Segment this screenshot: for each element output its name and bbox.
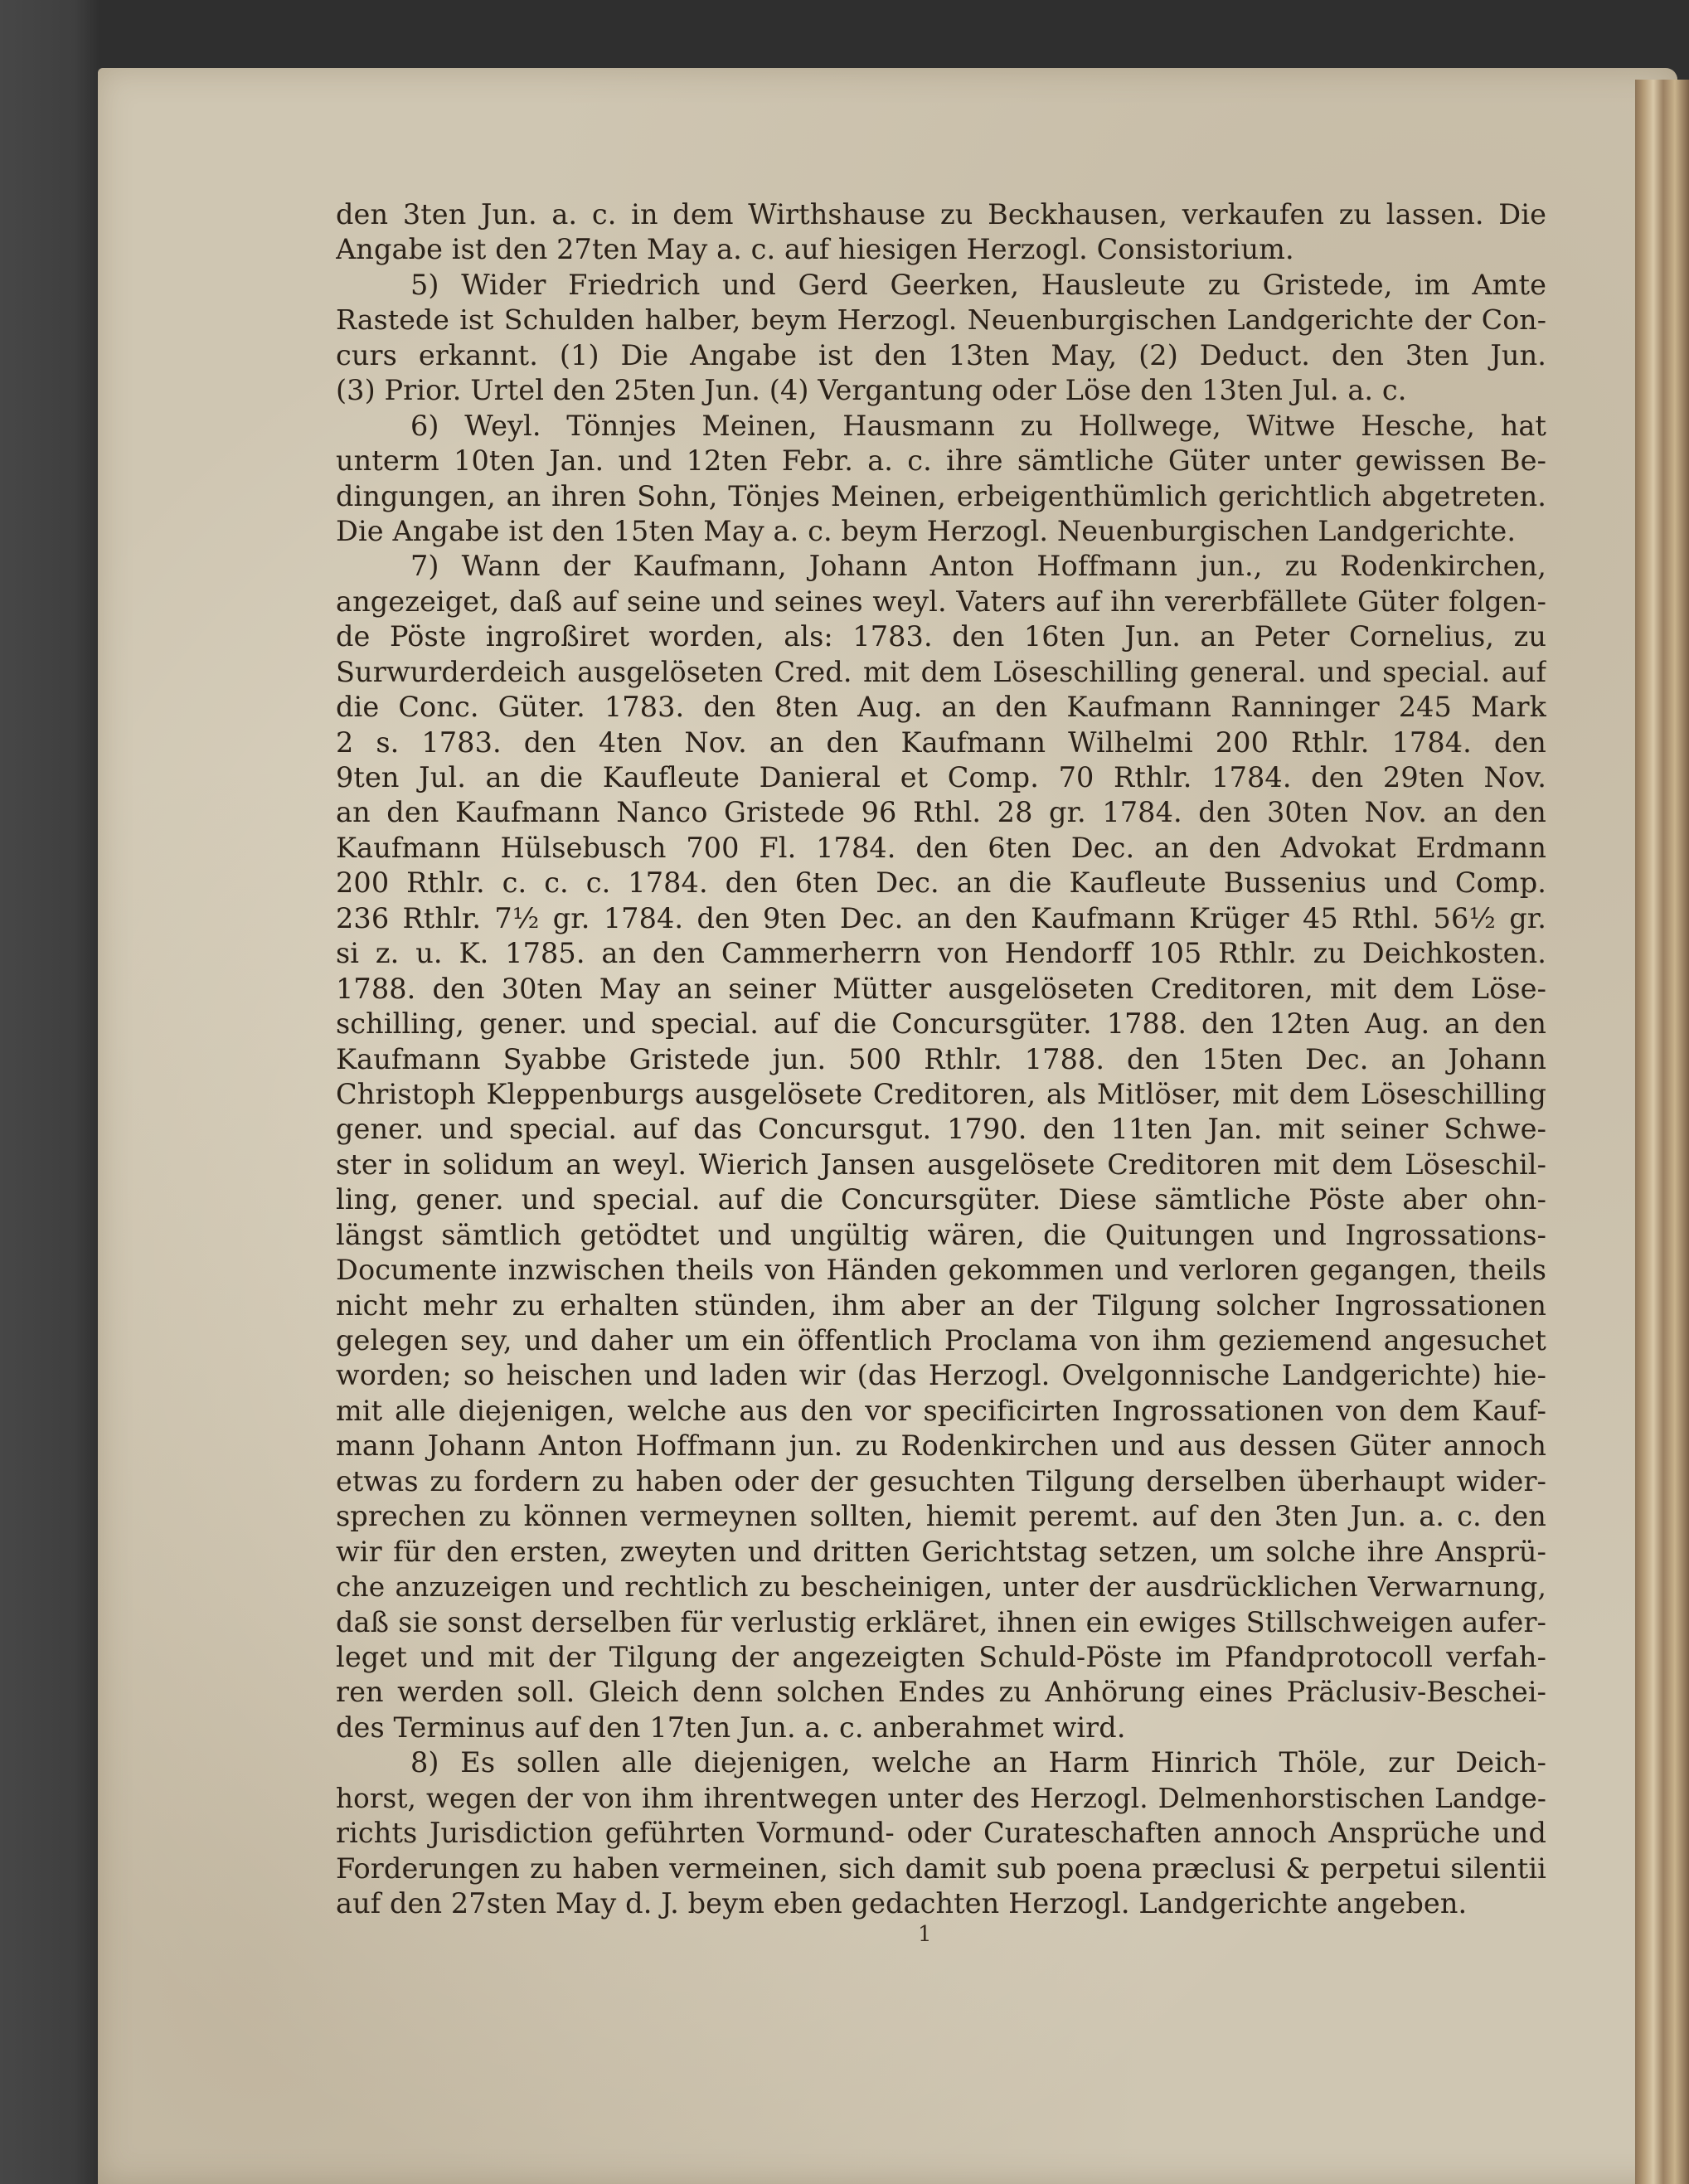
text-line: gelegen sey, und daher um ein öffentlich Proclama von ihm geziemend angesuchet xyxy=(336,1324,1546,1357)
text-line: 1788. den 30ten May an seiner Mütter ausgelöseten Creditoren, mit dem Löse- xyxy=(336,972,1546,1005)
text-line: nicht mehr zu erhalten stünden, ihm aber an der Tilgung solcher Ingrossationen xyxy=(336,1289,1546,1322)
text-line: si z. u. K. 1785. an den Cammerherrn von Hendorff 105 Rthlr. zu Deichkosten. xyxy=(336,937,1546,970)
text-line: unterm 10ten Jan. und 12ten Febr. a. c. ihre sämtliche Güter unter gewissen Be- xyxy=(336,444,1546,478)
text-line: (3) Prior. Urtel den 25ten Jun. (4) Vergantung oder Löse den 13ten Jul. a. c. xyxy=(336,374,1407,407)
text-line: mann Johann Anton Hoffmann jun. zu Rodenkirchen und aus dessen Güter annoch xyxy=(336,1429,1546,1463)
text-line: die Conc. Güter. 1783. den 8ten Aug. an den Kaufmann Ranninger 245 Mark xyxy=(336,691,1546,724)
text-line: worden; so heischen und laden wir (das Herzogl. Ovelgonnische Landgerichte) hie- xyxy=(336,1359,1546,1392)
text-line: leget und mit der Tilgung der angezeigten Schuld-Pöste im Pfandprotocoll verfah- xyxy=(336,1640,1546,1673)
text-line: 2 s. 1783. den 4ten Nov. an den Kaufmann Wilhelmi 200 Rthlr. 1784. den xyxy=(336,726,1546,759)
text-line: 6) Weyl. Tönnjes Meinen, Hausmann zu Hollwege, Witwe Hesche, hat xyxy=(410,409,1546,442)
text-line: Forderungen zu haben vermeinen, sich damit sub poena præclusi & perpetui silentii xyxy=(336,1852,1546,1885)
text-line: den 3ten Jun. a. c. in dem Wirthshause zu Beckhausen, verkaufen zu lassen. Die xyxy=(336,198,1546,231)
text-line: che anzuzeigen und rechtlich zu bescheinigen, unter der ausdrücklichen Verwarnung, xyxy=(336,1571,1546,1604)
text-line: schilling, gener. und special. auf die Concursgüter. 1788. den 12ten Aug. an den xyxy=(336,1007,1546,1041)
page-mark: 1 xyxy=(918,1922,932,1947)
text-line: 5) Wider Friedrich und Gerd Geerken, Hausleute zu Gristede, im Amte xyxy=(410,268,1546,301)
text-line: horst, wegen der von ihm ihrentwegen unter des Herzogl. Delmenhorstischen Landge- xyxy=(336,1782,1546,1814)
next-page-edge xyxy=(1635,80,1689,2184)
text-line: Christoph Kleppenburgs ausgelösete Creditoren, als Mitlöser, mit dem Löseschilling xyxy=(336,1077,1546,1110)
text-line: an den Kaufmann Nanco Gristede 96 Rthl. 28 gr. 1784. den 30ten Nov. an den xyxy=(336,796,1546,829)
text-line: de Pöste ingroßiret worden, als: 1783. den 16ten Jun. an Peter Cornelius, zu xyxy=(336,620,1546,653)
text-line: wir für den ersten, zweyten und dritten Gerichtstag setzen, um solche ihre Ansprü- xyxy=(336,1535,1546,1568)
text-line: 7) Wann der Kaufmann, Johann Anton Hoffmann jun., zu Rodenkirchen, xyxy=(410,550,1546,583)
text-line: richts Jurisdiction geführten Vormund- oder Curateschaften annoch Ansprüche und xyxy=(336,1817,1546,1850)
text-line: ster in solidum an weyl. Wierich Jansen ausgelösete Creditoren mit dem Löseschil- xyxy=(336,1148,1546,1181)
text-line: mit alle diejenigen, welche aus den vor specificirten Ingrossationen von dem Kauf- xyxy=(336,1394,1546,1427)
text-line: längst sämtlich getödtet und ungültig wären, die Quitungen und Ingrossations- xyxy=(336,1218,1546,1251)
text-line: 236 Rthlr. 7½ gr. 1784. den 9ten Dec. an den Kaufmann Krüger 45 Rthl. 56½ gr. xyxy=(336,901,1546,934)
text-line: Die Angabe ist den 15ten May a. c. beym Herzogl. Neuenburgischen Landgerichte. xyxy=(336,514,1517,547)
text-line: Kaufmann Syabbe Gristede jun. 500 Rthlr. 1788. den 15ten Dec. an Johann xyxy=(336,1042,1546,1075)
text-line: ling, gener. und special. auf die Concursgüter. Diese sämtliche Pöste aber ohn- xyxy=(336,1183,1546,1216)
text-line: curs erkannt. (1) Die Angabe ist den 13ten May, (2) Deduct. den 3ten Jun. xyxy=(336,338,1546,371)
text-line: etwas zu fordern zu haben oder der gesuchten Tilgung derselben überhaupt wider- xyxy=(336,1464,1546,1497)
text-line: sprechen zu können vermeynen sollten, hiemit peremt. auf den 3ten Jun. a. c. den xyxy=(336,1500,1546,1533)
text-line: daß sie sonst derselben für verlustig erkläret, ihnen ein ewiges Stillschweigen aufer- xyxy=(336,1605,1546,1638)
text-line: auf den 27sten May d. J. beym eben gedachten Herzogl. Landgerichte angeben. xyxy=(336,1887,1468,1919)
text-line: angezeiget, daß auf seine und seines weyl. Vaters auf ihn vererbfällete Güter folgen- xyxy=(336,585,1546,618)
text-line: dingungen, an ihren Sohn, Tönjes Meinen, erbeigenthümlich gerichtlich abgetreten. xyxy=(336,479,1546,512)
text-line: Kaufmann Hülsebusch 700 Fl. 1784. den 6ten Dec. an den Advokat Erdmann xyxy=(336,831,1546,864)
text-line: 8) Es sollen alle diejenigen, welche an Harm Hinrich Thöle, zur Deich- xyxy=(410,1746,1546,1779)
text-line: 200 Rthlr. c. c. c. 1784. den 6ten Dec. an die Kaufleute Bussenius und Comp. xyxy=(336,866,1546,900)
text-line: Documente inzwischen theils von Händen gekommen und verloren gegangen, theils xyxy=(336,1254,1546,1287)
text-line: ren werden soll. Gleich denn solchen Endes zu Anhörung eines Präclusiv-Beschei- xyxy=(336,1676,1546,1709)
text-line: gener. und special. auf das Concursgut. 1790. den 11ten Jan. mit seiner Schwe- xyxy=(336,1113,1546,1146)
text-line: 9ten Jul. an die Kaufleute Danieral et Comp. 70 Rthlr. 1784. den 29ten Nov. xyxy=(336,761,1546,794)
text-line: Surwurderdeich ausgelöseten Cred. mit dem Löseschilling general. und special. auf xyxy=(336,655,1546,688)
text-line: Rastede ist Schulden halber, beym Herzogl. Neuenburgischen Landgerichte der Con- xyxy=(336,303,1546,337)
text-line: des Terminus auf den 17ten Jun. a. c. anberahmet wird. xyxy=(336,1711,1126,1744)
text-line: Angabe ist den 27ten May a. c. auf hiesigen Herzogl. Consistorium. xyxy=(336,233,1294,266)
document-text xyxy=(336,197,1546,1921)
